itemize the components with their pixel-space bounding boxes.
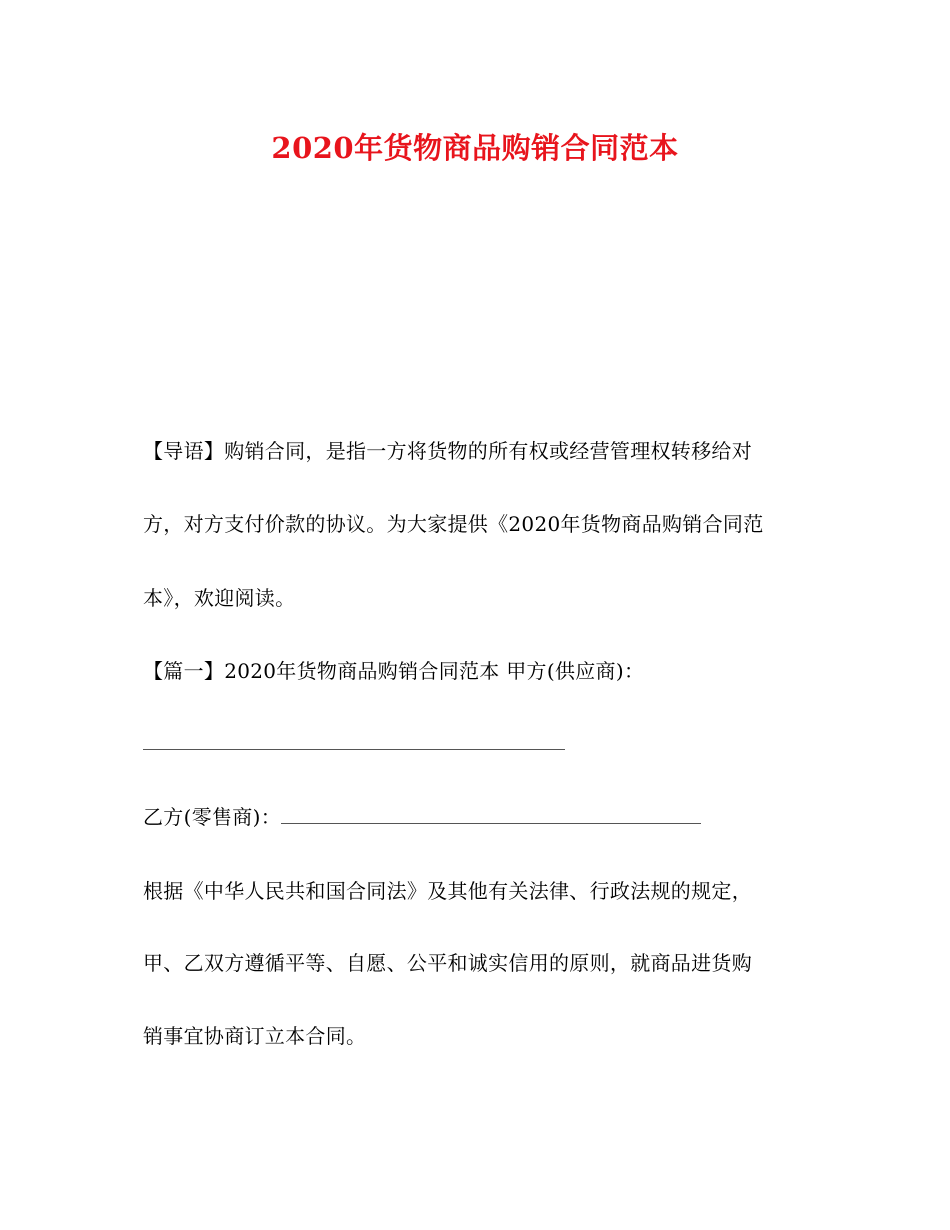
basis-line-1: 根据《中华人民共和国合同法》及其他有关法律、行政法规的规定， <box>143 879 752 903</box>
party-a-blank-row <box>143 728 565 758</box>
party-a-fill-blank <box>143 731 565 750</box>
party-b-row <box>143 802 701 832</box>
party-b-label: 乙方(零售商)： <box>143 805 282 829</box>
intro-line-3: 本》，欢迎阅读。 <box>143 586 296 610</box>
party-b-fill-blank <box>281 805 701 824</box>
basis-line-2: 甲、乙双方遵循平等、自愿、公平和诚实信用的原则，就商品进货购 <box>143 951 752 975</box>
document-title: 2020年货物商品购销合同范本 <box>271 131 679 165</box>
intro-line-2: 方，对方支付价款的协议。为大家提供《2020年货物商品购销合同范 <box>143 512 764 536</box>
chapter-one-heading: 【篇一】2020年货物商品购销合同范本 甲方(供应商)： <box>143 659 645 683</box>
intro-line-1: 【导语】购销合同，是指一方将货物的所有权或经营管理权转移给对 <box>143 439 752 463</box>
basis-line-3: 销事宜协商订立本合同。 <box>143 1024 367 1048</box>
